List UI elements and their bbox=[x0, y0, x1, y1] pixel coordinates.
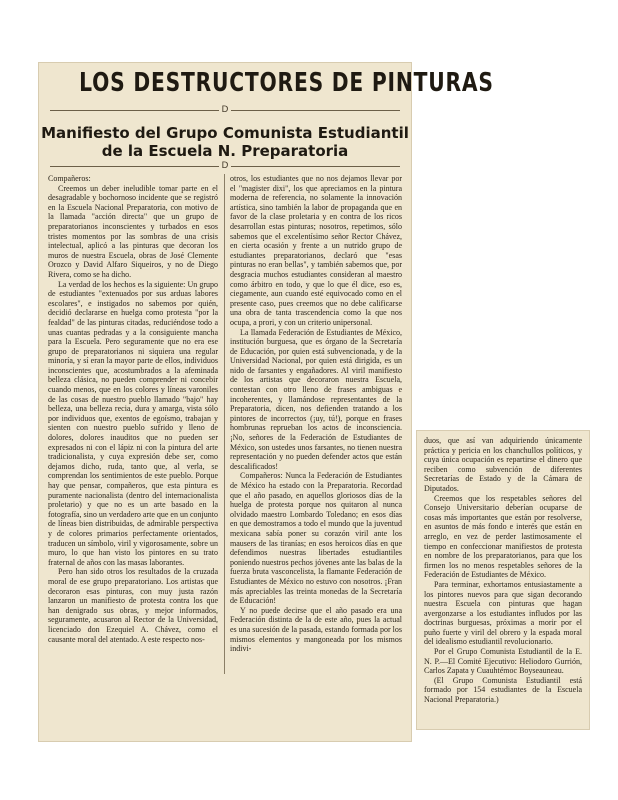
article-right-column bbox=[230, 174, 402, 654]
newspaper-clipping-continuation bbox=[416, 430, 590, 730]
paragraph: La llamada Federación de Estudiantes de México, institución burguesa, que es órgano de la Secretaría de Educación, por quien está subvencionada, y de la Universidad Nacional, por quien está dirigida, es un nido de farsantes y engañadores. Al viril manifiesto de los artistas que decoraron nuestra Escuela, contestan con otro lleno de frases ambiguas e incoherentes, y llamándose representantes de la Preparatoria, dicen, nos defienden tratando a los pintores de incorrectos (¡uy, tú!), porque en frases hombrunas reprueban los actos de inconsciencia. ¡No, señores de la Federación de Estudiantes de México, son ustedes unos farsantes, no tienen nuestra representación y no pueden defender actos que están descalificados! bbox=[230, 327, 402, 471]
paragraph: Y no puede decirse que el año pasado era una Federación distinta de la de este año, pues la actual es una sucesión de la pasada, estando formada por los mismos elementos y mangoneada por los mismos indivi- bbox=[230, 605, 402, 654]
divider-mark-top: D bbox=[219, 106, 231, 115]
newspaper-clipping-main bbox=[38, 62, 494, 742]
paragraph: La verdad de los hechos es la siguiente: Un grupo de estudiantes "extenuados por sus arduas labores escolares", e instigados no sabemos por quién, decidió declararse en huelga como protesta "por la fealdad" de las pinturas citadas, reduciéndose todo a unas cuantas pedradas y a la consiguiente mancha para la Escuela. Pero seguramente que no era ese grupo de preparatorianos ni siquiera una regular minoría, y sí eran la mayor parte de ellos, individuos inconscientes que, acostumbrados a la afeminada belleza clásica, no pueden comprender ni concebir cuando menos, que en los colores y líneas varoniles de las cosas de nuestro pueblo llamado "bajo" hay belleza, una belleza recia, dura y amarga, vista sólo por individuos que, exentos de egoísmo, trabajan y sienten con nuestro pueblo sufrido y lleno de dolores, dolores inauditos que no pueden ser expresados ni con el lápiz ni con la pintura del arte tradicionalista, y cuya expresión debe ser, como dejamos dicho, ruda, tanto que, al verla, se comprendan los sentimientos de este pueblo. Porque hay que pensar, compañeros, que esta pintura es puramente nacionalista (dentro del internacionalista proletario) y que no es un arte basado en la fotografía, sino un verdadero arte que en un conjunto de líneas bien distribuidas, de admirable perspectiva y de colores primarios perfectamente orientados, traducen un símbolo, viril y vigorosamente, sobre un muro, lo que han visto los pintores en su trato fraternal de años con las masas laborantes. bbox=[48, 279, 218, 567]
footnote: (El Grupo Comunista Estudiantil está formado por 154 estudiantes de la Escuela Nacional Preparatoria.) bbox=[424, 675, 582, 705]
paragraph: otros, los estudiantes que no nos dejamos llevar por el "magister dixi", los que apreciamos en la pintura moderna de referencia, no solamente la innovación artística, sino también la labor de propaganda que en favor de la clase proletaria y en contra de los ricos desarrollan estas pinturas; nosotros, repetimos, sólo sabemos que el excelentísimo señor Rector Chávez, en cierta ocasión y frente a un nutrido grupo de estudiantes preparatorianos, declaró que "esas pinturas no eran bellas", y también sabemos que, por desgracia muchos estudiantes consideran al maestro como árbitro en todo, y que lo que él dice, eso es, ciegamente, aun cuando esté equivocado como en el presente caso, pues creemos que no debe calificarse una obra de tanta trascendencia como la que nos ocupa, a prori, y con un criterio unipersonal. bbox=[230, 174, 402, 327]
signature-block: Por el Grupo Comunista Estudiantil de la E. N. P.—El Comité Ejecutivo: Heliodoro Gurrión, Carlos Zapata y Cuauhtémoc Boyseauneau. bbox=[424, 647, 582, 676]
paragraph: Creemos que los respetables señores del Consejo Universitario deberían ocuparse de cosas más importantes que están por resolverse, en asuntos de más fondo e interés que están en arreglo, en vez de perder lastimosamente el tiempo en confeccionar manifiestos de protesta en nombre de los preparatorianos, para que los firmen los no menos respetables señores de la Federación de Estudiantes de México. bbox=[424, 493, 582, 580]
subheadline-line-1: Manifiesto del Grupo Comunista Estudiantil bbox=[41, 124, 409, 142]
article-continuation-column bbox=[424, 436, 582, 705]
article-left-column bbox=[48, 174, 218, 644]
paragraph: Creemos un deber ineludible tomar parte en el desagradable y bochornoso incidente que se registró en la Escuela Nacional Preparatoria, con motivo de la llamada "acción directa" que un grupo de preparatorianos inconscientes y turbados en esos tristes momentos por las sombras de una crisis intelectual, aplicó a las pinturas que decoran los muros de nuestra Escuela, obras de José Clemente Orozco y David Alfaro Siqueiros, y no de Diego Rivera, como se ha dicho. bbox=[48, 183, 218, 279]
paragraph: Compañeros: Nunca la Federación de Estudiantes de México ha estado con la Preparatoria. Recordad que el año pasado, en aquellos gloriosos días de la huelga de protesta porque nos quitaron al nunca olvidado maestro Lombardo Toledano; en esos días en que demostramos a todo el mundo que la juventud mexicana sabía poner su corazón viril ante los mausers de las tiranías; en esos heroicos días en que defendimos nuestras libertades estudiantiles poniendo nuestros pechos jóvenes ante las balas de la fuerza bruta vasconcelista, la flamante Federación de Estudiantes de México no estuvo con nosotros. ¡Fran más apreciables las treinta monedas de la Secretaría de Educación! bbox=[230, 471, 402, 606]
divider-mark-bottom: D bbox=[219, 162, 231, 171]
headline: LOS DESTRUCTORES DE PINTURAS bbox=[79, 68, 494, 98]
salutation: Compañeros: bbox=[48, 174, 91, 183]
column-divider bbox=[224, 174, 225, 674]
paragraph: duos, que así van adquiriendo únicamente práctica y pericia en los chanchullos políticos, y cuya única ocupación es repartirse el dinero que reciben como subvención de diferentes Secretarías de Estado y de la Cámara de Diputados. bbox=[424, 436, 582, 493]
paragraph: Pero han sido otros los resultados de la cruzada moral de ese grupo preparatoriano. Los artistas que decoraron esas pinturas, con muy justa razón lanzaron un manifiesto de protesta contra los que han denigrado sus obras, y mejor informados, seguramente, acusaron al Rector de la Universidad, licenciado don Ezequiel A. Chávez, como el causante moral del atentado. A este respecto nos- bbox=[48, 567, 218, 644]
paragraph: Para terminar, exhortamos entusiastamente a los pintores nuevos para que sigan decorando nuestra Escuela con pinturas que hagan avergonzarse a los estudiantes infludos por las doctrinas burguesas, próximas a morir por el puño fuerte y viril del obrero y la espada moral del idealismo estudiantil revolucionario. bbox=[424, 579, 582, 647]
subheadline-line-2: de la Escuela N. Preparatoria bbox=[101, 142, 349, 160]
